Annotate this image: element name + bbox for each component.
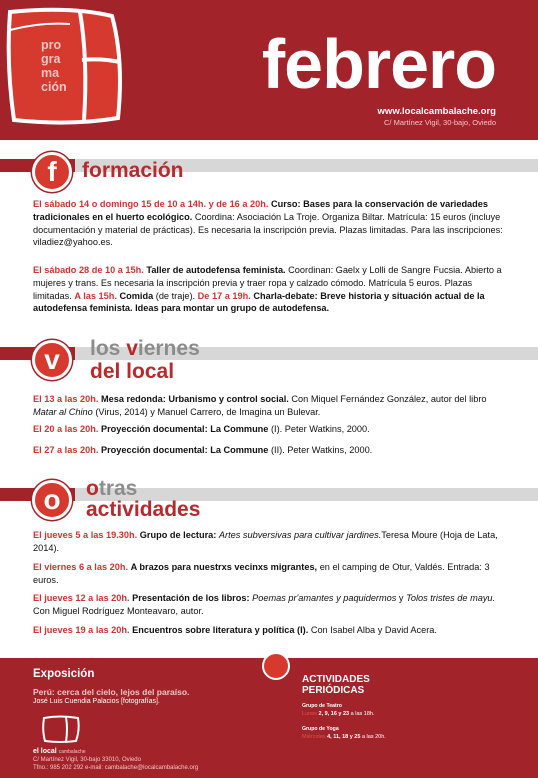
- event-title: A brazos para nuestrxs vecinxs migrantes,: [130, 562, 318, 572]
- event-title: Encuentros sobre literatura y política (I).: [132, 625, 309, 635]
- book-title: Tolos tristes de mayu.: [406, 593, 496, 603]
- event-title: Comida: [119, 290, 154, 301]
- exposicion-subtitle: Perú: cerca del cielo, lejos del paraíso.: [33, 687, 190, 697]
- formacion-title: formación: [82, 159, 184, 182]
- section-band: [0, 159, 538, 172]
- local-brand: [33, 747, 86, 757]
- exposicion-author: José Luis Cuendia Palacios [fotografías].: [33, 698, 160, 705]
- event-desc: (I). Peter Watkins, 2000.: [270, 424, 370, 434]
- event-entry: [33, 561, 503, 587]
- group-yoga-name: Grupo de Yoga: [302, 726, 339, 732]
- periodicas-title: ACTIVIDADES PERIÓDICAS: [302, 674, 370, 696]
- event-entry: [33, 444, 503, 457]
- event-desc: Con Miguel Rodríguez Monteavaro, autor.: [33, 605, 204, 616]
- header-banner: [0, 0, 538, 140]
- event-desc: Coordinan: Gaelx y Lolli de Sangre Fucsia. Abierto a mujeres y trans. Es necesaria la inscripción previa y traer ropa y calzado cómodo. Matrícula 5 euros. Plazas limitadas.: [33, 265, 502, 301]
- event-time: El sábado 14 o domingo 15 de 10 a 14h. y de 16 a 20h.: [33, 199, 269, 209]
- viernes-icon: v: [32, 340, 72, 380]
- event-desc: (de traje).: [155, 290, 196, 301]
- event-time: El 20 a las 20h.: [33, 424, 99, 434]
- event-title: Charla-debate: Breve historia y situación actual de la autodefensa feminista. Ideas para montar un grupo de autodefensa.: [33, 290, 485, 314]
- event-title: Taller de autodefensa feminista.: [146, 265, 286, 275]
- event-entry: [33, 198, 503, 249]
- otras-title: otras: [86, 477, 138, 500]
- section-band: [0, 347, 538, 360]
- event-time: El 27 a las 20h.: [33, 445, 99, 455]
- event-title: Mesa redonda: Urbanismo y control social.: [100, 394, 289, 404]
- section-band: [0, 488, 538, 501]
- event-desc: (Virus, 2014) y Manuel Carrero, de Imagina un Bulevar.: [95, 406, 321, 417]
- event-desc: Teresa Moure (Hoja de Lata, 2014).: [33, 530, 498, 553]
- book-title: Matar al Chino: [33, 406, 93, 417]
- formacion-icon: f: [32, 152, 72, 192]
- viernes-subtitle: del local: [90, 360, 175, 383]
- event-time: De 17 a 19h.: [197, 290, 251, 301]
- event-desc: Con Isabel Alba y David Acera.: [310, 625, 437, 635]
- event-desc: (II). Peter Watkins, 2000.: [270, 445, 373, 455]
- month-title: febrero: [261, 25, 496, 103]
- local-logo-icon: [40, 714, 82, 744]
- prog-line: pro: [41, 38, 62, 52]
- event-time: El jueves 19 a las 20h.: [33, 625, 130, 635]
- programacion-label: [41, 38, 67, 94]
- event-time: El jueves 12 a las 20h.: [33, 593, 130, 603]
- event-time: A las 15h.: [74, 290, 117, 301]
- event-title: Grupo de lectura:: [139, 530, 217, 540]
- prog-line: ma: [41, 66, 60, 80]
- event-entry: [33, 423, 503, 436]
- otras-icon: o: [32, 480, 72, 520]
- exposicion-title: Exposición: [33, 668, 95, 680]
- local-name: el local: [33, 748, 57, 755]
- event-time: El sábado 28 de 10 a 15h.: [33, 265, 144, 275]
- prog-line: ción: [41, 80, 67, 94]
- otras-subtitle: actividades: [86, 498, 201, 521]
- group-teatro-name: Grupo de Teatro: [302, 703, 342, 709]
- local-sub: cambalache: [58, 749, 86, 755]
- event-desc: Con Miquel Fernández González, autor del libro: [291, 394, 487, 404]
- event-title: Proyección documental: La Commune: [100, 424, 269, 434]
- event-entry: El jueves 12 a las 20h. Presentación de los libros: Poemas pr'amantes y paquidermos y Tolos tristes de mayu. Con Miguel Rodríguez Monteavaro, autor.: [33, 593, 496, 616]
- viernes-title: los viernes: [90, 337, 200, 360]
- event-time: El 13 a las 20h.: [33, 394, 99, 404]
- event-desc: Coordina: Asociación La Troje. Organiza Biltar. Matrícula: 15 euros (incluye documentación y material de prácticas). Es necesaria la inscripción previa. Plazas limitadas. Para las inscripciones: viladiez@yahoo.es.: [33, 211, 503, 248]
- event-title: Curso: Bases para la conservación de variedades tradicionales en el huerto ecológico.: [33, 199, 488, 222]
- book-title: Poemas pr'amantes y paquidermos: [252, 593, 397, 603]
- event-title: Presentación de los libros:: [132, 593, 250, 603]
- event-title: Proyección documental: La Commune: [100, 445, 269, 455]
- event-entry: [33, 624, 503, 637]
- group-yoga-schedule: Miércoles 4, 11, 18 y 25 a las 20h.: [302, 734, 386, 740]
- event-desc: en el camping de Otur, Valdés. Entrada: 3 euros.: [33, 562, 490, 585]
- event-time: El jueves 5 a las 19.30h.: [33, 530, 138, 540]
- event-time: El viernes 6 a las 20h.: [33, 562, 128, 572]
- header-address: C/ Martínez Vigil, 30-bajo, Oviedo: [384, 118, 496, 127]
- local-address: C/ Martínez Vigil, 30-bajo 33010, Oviedo: [33, 757, 141, 763]
- footer-circle-icon: [262, 652, 290, 680]
- event-entry: [33, 264, 503, 315]
- book-title: Artes subversivas para cultivar jardines.: [218, 530, 382, 540]
- local-contact[interactable]: Tfno.: 985 202 292 e-mail: cambalache@localcambalache.org: [33, 765, 199, 771]
- prog-line: gra: [41, 52, 61, 66]
- website-link[interactable]: www.localcambalache.org: [377, 106, 496, 117]
- event-entry: [33, 529, 503, 555]
- event-entry: [33, 393, 503, 419]
- group-teatro-schedule: Lunes 2, 9, 16 y 23 a las 18h.: [302, 711, 375, 717]
